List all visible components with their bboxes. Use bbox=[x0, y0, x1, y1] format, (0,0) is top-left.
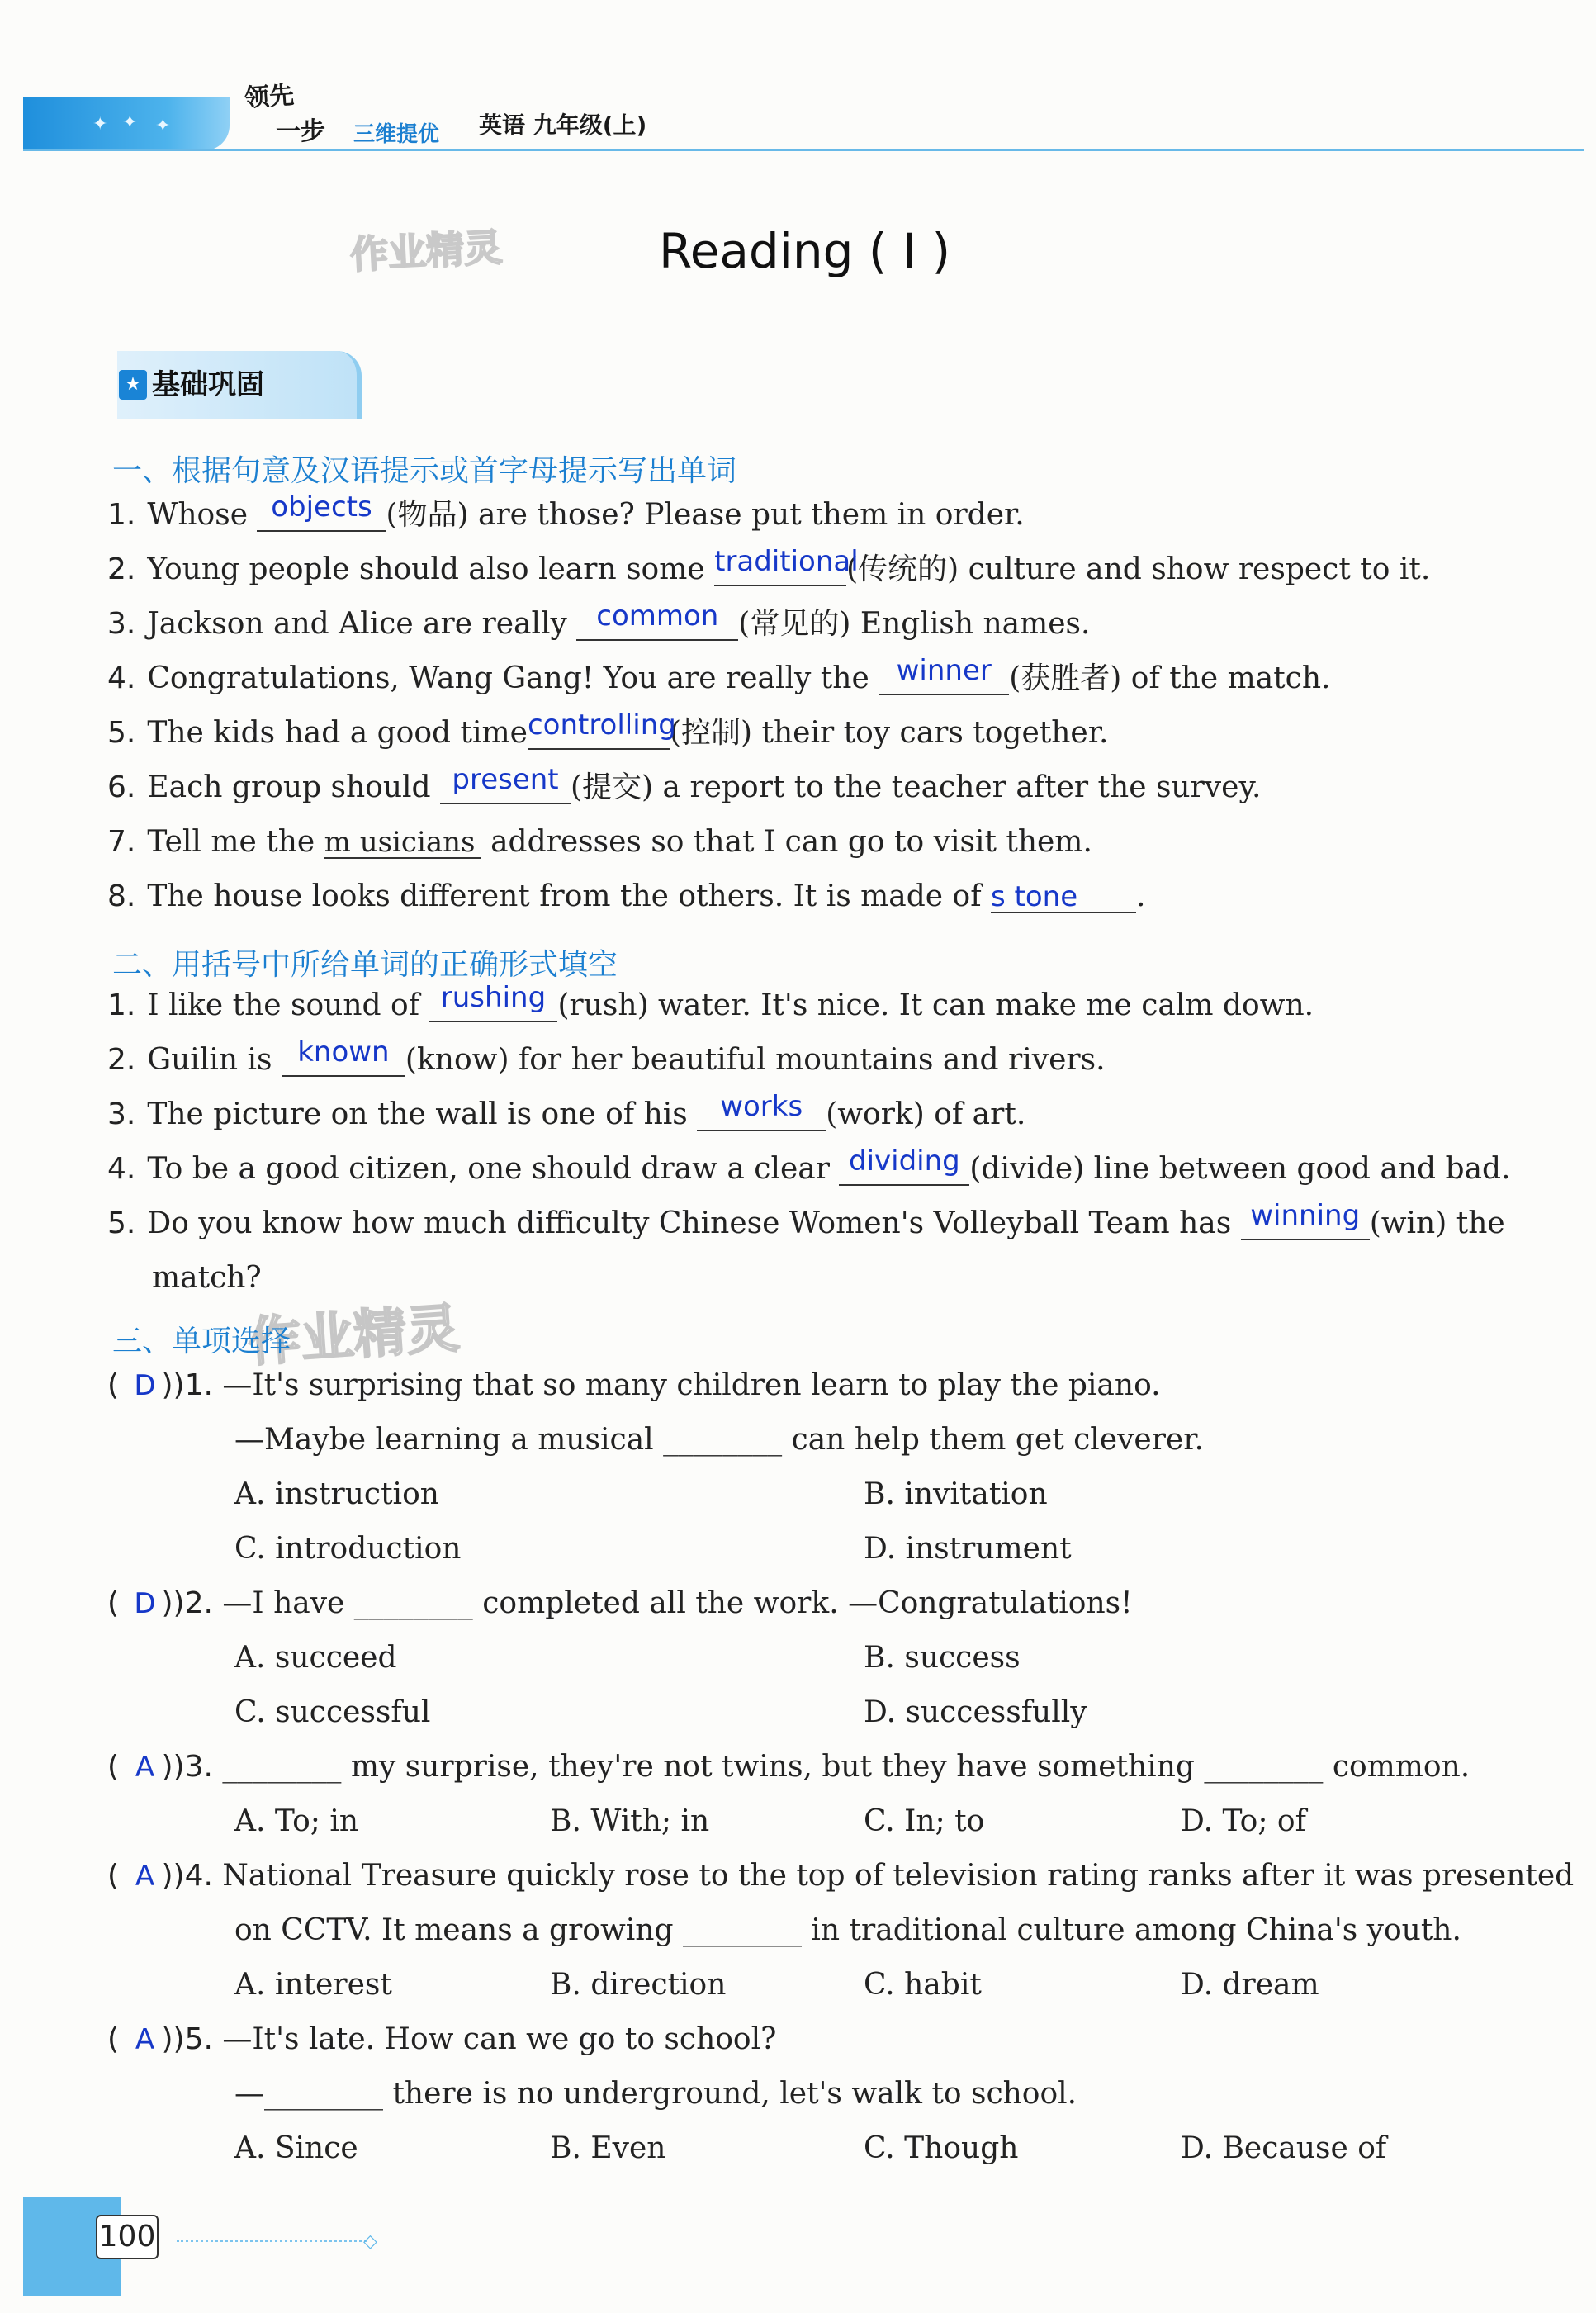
answer-paren: ( bbox=[107, 1859, 129, 1893]
item-text: Each group should bbox=[147, 770, 441, 804]
item-number: 4. bbox=[107, 661, 136, 695]
subject-label: 英语 九年级(上) bbox=[479, 111, 647, 139]
item-text: (提交) a report to the teacher after the survey. bbox=[571, 770, 1262, 804]
list-item bbox=[107, 1199, 1505, 1242]
answer-paren: ( bbox=[107, 2022, 129, 2056]
option[interactable]: D. To; of bbox=[1181, 1804, 1306, 1838]
item-number: 3. bbox=[107, 1097, 136, 1131]
answer-blank[interactable] bbox=[1241, 1199, 1370, 1240]
item-number: 3. bbox=[107, 607, 136, 641]
answer-text: winning bbox=[1250, 1199, 1361, 1232]
item-text: (控制) their toy cars together. bbox=[669, 716, 1109, 750]
answer-blank[interactable] bbox=[839, 1145, 969, 1186]
star-icon: ✦ bbox=[155, 116, 171, 136]
item-number: 8. bbox=[107, 879, 136, 913]
list-item bbox=[107, 545, 1431, 588]
section-heading: 一、根据句意及汉语提示或首字母提示写出单词 bbox=[112, 454, 737, 488]
option[interactable]: C. In; to bbox=[864, 1804, 985, 1838]
answer-paren: ( bbox=[107, 1586, 129, 1620]
item-text: The kids had a good time bbox=[147, 716, 528, 750]
answer-text: controlling bbox=[527, 709, 676, 742]
answer-blank[interactable] bbox=[714, 545, 859, 586]
list-item bbox=[107, 654, 1331, 697]
question: ( A ))4. National Treasure quickly rose to the top of television rating ranks after it was presented bbox=[107, 1859, 1575, 1893]
choice-answer[interactable]: D bbox=[134, 1369, 156, 1402]
answer-paren: ( bbox=[107, 1750, 129, 1784]
question-text: National Treasure quickly rose to the top of television rating ranks after it was presented bbox=[222, 1859, 1575, 1893]
section-badge-label: 基础巩固 bbox=[152, 368, 264, 401]
option[interactable]: A. interest bbox=[234, 1968, 392, 2002]
question-text: on CCTV. It means a growing ________ in traditional culture among China's youth. bbox=[234, 1913, 1461, 1947]
list-item bbox=[107, 600, 1091, 642]
answer-text: s tone bbox=[991, 880, 1078, 913]
question-number: )1. bbox=[173, 1368, 213, 1402]
item-text: (win) the bbox=[1369, 1206, 1505, 1240]
watermark: 作业精灵 bbox=[246, 1298, 462, 1374]
item-text: To be a good citizen, one should draw a clear bbox=[147, 1152, 840, 1186]
watermark: 作业精灵 bbox=[348, 225, 504, 277]
list-item bbox=[107, 709, 1109, 751]
option[interactable]: B. With; in bbox=[550, 1804, 710, 1838]
choice-answer[interactable]: A bbox=[135, 2023, 155, 2056]
answer-text: common bbox=[596, 600, 719, 633]
item-text: The house looks different from the others. It is made of bbox=[147, 879, 991, 913]
answer-blank[interactable] bbox=[429, 981, 557, 1022]
item-text: (常见的) English names. bbox=[738, 607, 1091, 641]
option[interactable]: C. introduction bbox=[234, 1532, 462, 1566]
question: ( A ))5. —It's late. How can we go to school? bbox=[107, 2022, 777, 2056]
answer-blank[interactable] bbox=[576, 600, 738, 641]
option[interactable]: A. instruction bbox=[234, 1477, 439, 1511]
choice-answer[interactable]: A bbox=[135, 1860, 155, 1893]
answer-blank[interactable] bbox=[282, 1036, 405, 1077]
option[interactable]: B. success bbox=[864, 1641, 1021, 1675]
answer-text: works bbox=[720, 1090, 803, 1123]
item-text: Whose bbox=[147, 498, 258, 532]
option[interactable]: D. Because of bbox=[1181, 2131, 1387, 2165]
answer-blank[interactable] bbox=[324, 824, 481, 859]
item-number: 2. bbox=[107, 552, 136, 586]
question: ( D ))1. —It's surprising that so many children learn to play the piano. bbox=[107, 1368, 1161, 1402]
brand-logo-top: 领先 bbox=[244, 80, 296, 114]
item-number: 2. bbox=[107, 1043, 136, 1077]
item-number: 4. bbox=[107, 1152, 136, 1186]
list-item bbox=[107, 1036, 1106, 1078]
question-text: —________ there is no underground, let's walk to school. bbox=[234, 2077, 1077, 2111]
option[interactable]: A. succeed bbox=[234, 1641, 397, 1675]
answer-paren: ( bbox=[107, 1368, 129, 1402]
item-text: Young people should also learn some bbox=[147, 552, 715, 586]
answer-text: traditional bbox=[714, 545, 859, 578]
item-number: 5. bbox=[107, 716, 136, 750]
item-text: Jackson and Alice are really bbox=[147, 607, 577, 641]
list-item bbox=[107, 763, 1262, 806]
option[interactable]: D. dream bbox=[1181, 1968, 1319, 2002]
question-text: —It's late. How can we go to school? bbox=[222, 2022, 777, 2056]
answer-text: m usicians bbox=[324, 826, 476, 859]
option[interactable]: B. invitation bbox=[864, 1477, 1048, 1511]
item-text: Guilin is bbox=[147, 1043, 282, 1077]
header-divider bbox=[23, 149, 1584, 151]
answer-text: present bbox=[452, 763, 559, 796]
option[interactable]: C. Though bbox=[864, 2131, 1019, 2165]
question-text: —It's surprising that so many children learn to play the piano. bbox=[222, 1368, 1161, 1402]
item-text: (物品) are those? Please put them in order. bbox=[386, 498, 1025, 532]
answer-text: objects bbox=[271, 491, 372, 524]
option[interactable]: C. successful bbox=[234, 1695, 431, 1729]
option[interactable]: B. Even bbox=[550, 2131, 666, 2165]
list-item bbox=[107, 879, 1145, 915]
star-icon: ✦ bbox=[92, 114, 108, 135]
item-text: (rush) water. It's nice. It can make me calm down. bbox=[557, 988, 1314, 1022]
answer-blank[interactable] bbox=[697, 1090, 826, 1131]
list-item bbox=[107, 981, 1314, 1024]
item-number: 5. bbox=[107, 1206, 136, 1240]
answer-blank[interactable] bbox=[879, 654, 1009, 695]
question-number: )5. bbox=[173, 2022, 213, 2056]
answer-text: rushing bbox=[440, 981, 547, 1014]
item-text: (know) for her beautiful mountains and rivers. bbox=[405, 1043, 1106, 1077]
list-item bbox=[107, 1145, 1511, 1187]
option[interactable]: D. successfully bbox=[864, 1695, 1087, 1729]
question: ( D ))2. —I have ________ completed all the work. —Congratulations! bbox=[107, 1586, 1133, 1620]
item-text: . bbox=[1136, 879, 1146, 913]
option[interactable]: A. Since bbox=[234, 2131, 358, 2165]
page-title: Reading ( Ⅰ ) bbox=[659, 223, 951, 279]
question-text: ________ my surprise, they're not twins, but they have something ________ common. bbox=[222, 1750, 1470, 1784]
item-text: Do you know how much difficulty Chinese Women's Volleyball Team has bbox=[147, 1206, 1241, 1240]
item-text: (divide) line between good and bad. bbox=[969, 1152, 1511, 1186]
answer-blank[interactable] bbox=[527, 709, 676, 750]
item-text: addresses so that I can go to visit them. bbox=[481, 825, 1092, 859]
question-number: )4. bbox=[173, 1859, 213, 1893]
question-text: —Maybe learning a musical ________ can help them get cleverer. bbox=[234, 1423, 1204, 1457]
brand-logo-bottom: 一步 bbox=[276, 117, 325, 146]
question-number: )2. bbox=[173, 1586, 213, 1620]
answer-blank[interactable] bbox=[991, 879, 1136, 913]
option[interactable]: B. direction bbox=[550, 1968, 727, 2002]
diamond-icon: ◇ bbox=[363, 2231, 377, 2252]
section-heading: 二、用括号中所给单词的正确形式填空 bbox=[112, 948, 618, 982]
item-text: (传统的) culture and show respect to it. bbox=[846, 552, 1431, 586]
answer-text: known bbox=[297, 1036, 390, 1069]
option[interactable]: C. habit bbox=[864, 1968, 982, 2002]
footer-divider bbox=[177, 2240, 367, 2242]
item-number: 7. bbox=[107, 825, 136, 859]
list-item bbox=[107, 1090, 1026, 1133]
answer-text: dividing bbox=[849, 1145, 960, 1178]
question-text: —I have ________ completed all the work. —Congratulations! bbox=[222, 1586, 1133, 1620]
option[interactable]: D. instrument bbox=[864, 1532, 1072, 1566]
series-name: 三维提优 bbox=[353, 122, 440, 147]
answer-text: winner bbox=[896, 654, 992, 687]
item-text: Congratulations, Wang Gang! You are really the bbox=[147, 661, 879, 695]
item-number: 1. bbox=[107, 498, 136, 532]
choice-answer[interactable]: D bbox=[134, 1587, 156, 1620]
item-continuation: match? bbox=[152, 1261, 262, 1295]
header-band bbox=[23, 97, 230, 150]
answer-blank[interactable] bbox=[257, 491, 386, 532]
question-number: )3. bbox=[173, 1750, 213, 1784]
item-text: The picture on the wall is one of his bbox=[147, 1097, 698, 1131]
answer-blank[interactable] bbox=[440, 763, 571, 804]
question: ( A ))3. ________ my surprise, they're not twins, but they have something ________ common. bbox=[107, 1750, 1470, 1784]
item-text: (获胜者) of the match. bbox=[1009, 661, 1331, 695]
item-text: I like the sound of bbox=[147, 988, 429, 1022]
section-heading: 三、单项选择 bbox=[112, 1325, 291, 1358]
star-icon: ✦ bbox=[122, 112, 138, 133]
star-icon: ★ bbox=[119, 370, 147, 400]
page-number: 100 bbox=[96, 2215, 159, 2259]
item-number: 6. bbox=[107, 770, 136, 804]
option[interactable]: A. To; in bbox=[234, 1804, 359, 1838]
list-item bbox=[107, 824, 1092, 860]
item-text: Tell me the bbox=[147, 825, 324, 859]
item-number: 1. bbox=[107, 988, 136, 1022]
list-item bbox=[107, 491, 1025, 533]
choice-answer[interactable]: A bbox=[135, 1751, 155, 1784]
item-text: (work) of art. bbox=[826, 1097, 1026, 1131]
